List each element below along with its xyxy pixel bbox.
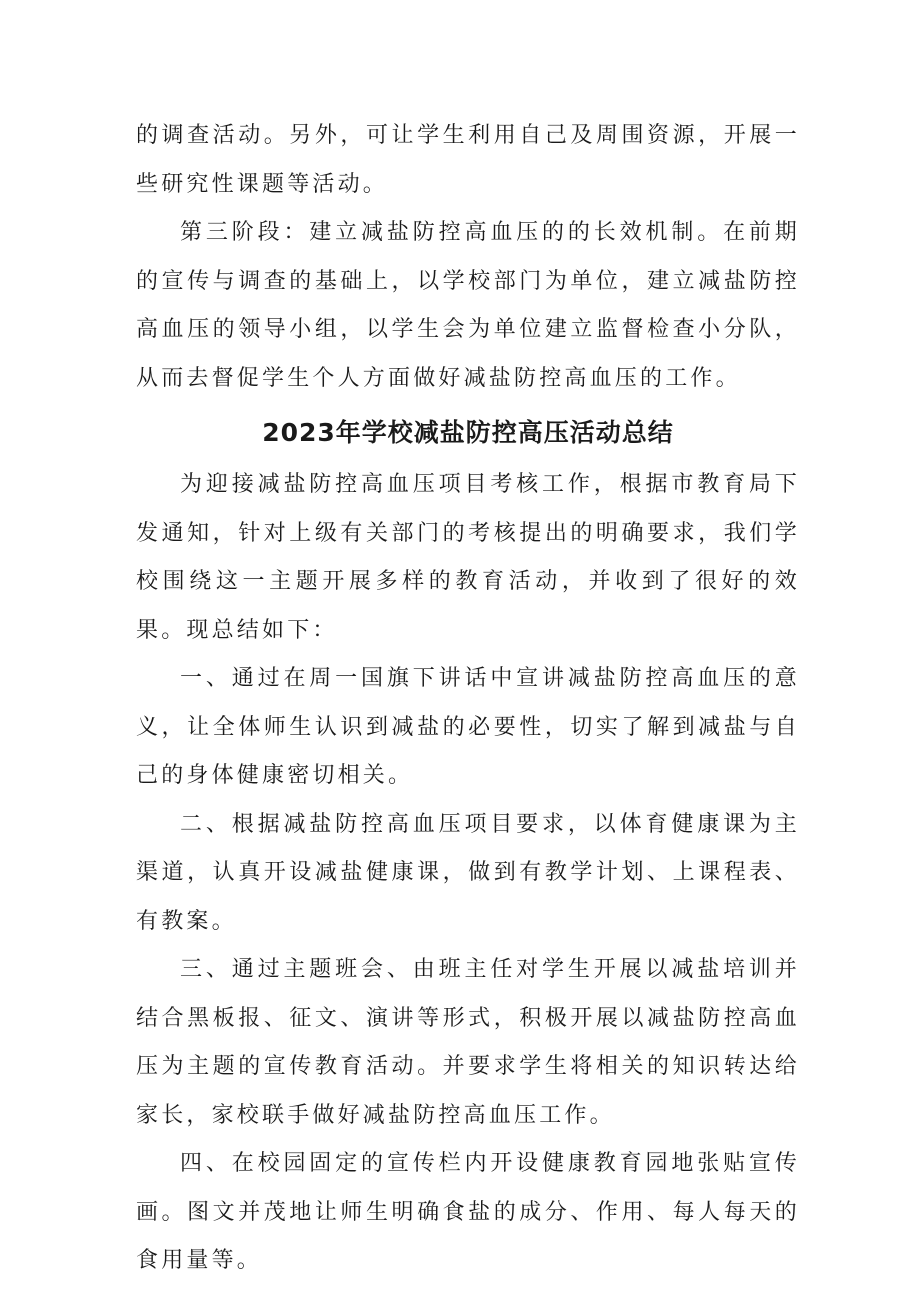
item-two-paragraph: 二、根据减盐防控高血压项目要求，以体育健康课为主渠道，认真开设减盐健康课，做到有教学计划、上课程表、有教案。 [136,811,800,934]
continuation-paragraph: 的调查活动。另外，可让学生利用自己及周围资源，开展一些研究性课题等活动。 [136,123,800,197]
document-body [136,112,800,1286]
document-title: 2023年学校减盐防控高压活动总结 [262,418,674,447]
stage-three-paragraph: 第三阶段：建立减盐防控高血压的的长效机制。在前期的宣传与调查的基础上，以学校部门为单位，建立减盐防控高血压的领导小组，以学生会为单位建立监督检查小分队，从而去督促学生个人方面做好减盐防控高血压的工作。 [136,220,800,391]
item-one-paragraph: 一、通过在周一国旗下讲话中宣讲减盐防控高血压的意义，让全体师生认识到减盐的必要性，切实了解到减盐与自己的身体健康密切相关。 [136,666,800,788]
item-three-paragraph: 三、通过主题班会、由班主任对学生开展以减盐培训并结合黑板报、征文、演讲等形式，积极开展以减盐防控高血压为主题的宣传教育活动。并要求学生将相关的知识转达给家长，家校联手做好减盐防控高血压工作。 [136,957,800,1128]
intro-paragraph: 为迎接减盐防控高血压项目考核工作，根据市教育局下发通知，针对上级有关部门的考核提出的明确要求，我们学校围绕这一主题开展多样的教育活动，并收到了很好的效果。现总结如下： [136,472,800,643]
item-four-paragraph: 四、在校园固定的宣传栏内开设健康教育园地张贴宣传画。图文并茂地让师生明确食盐的成分、作用、每人每天的食用量等。 [136,1151,800,1273]
